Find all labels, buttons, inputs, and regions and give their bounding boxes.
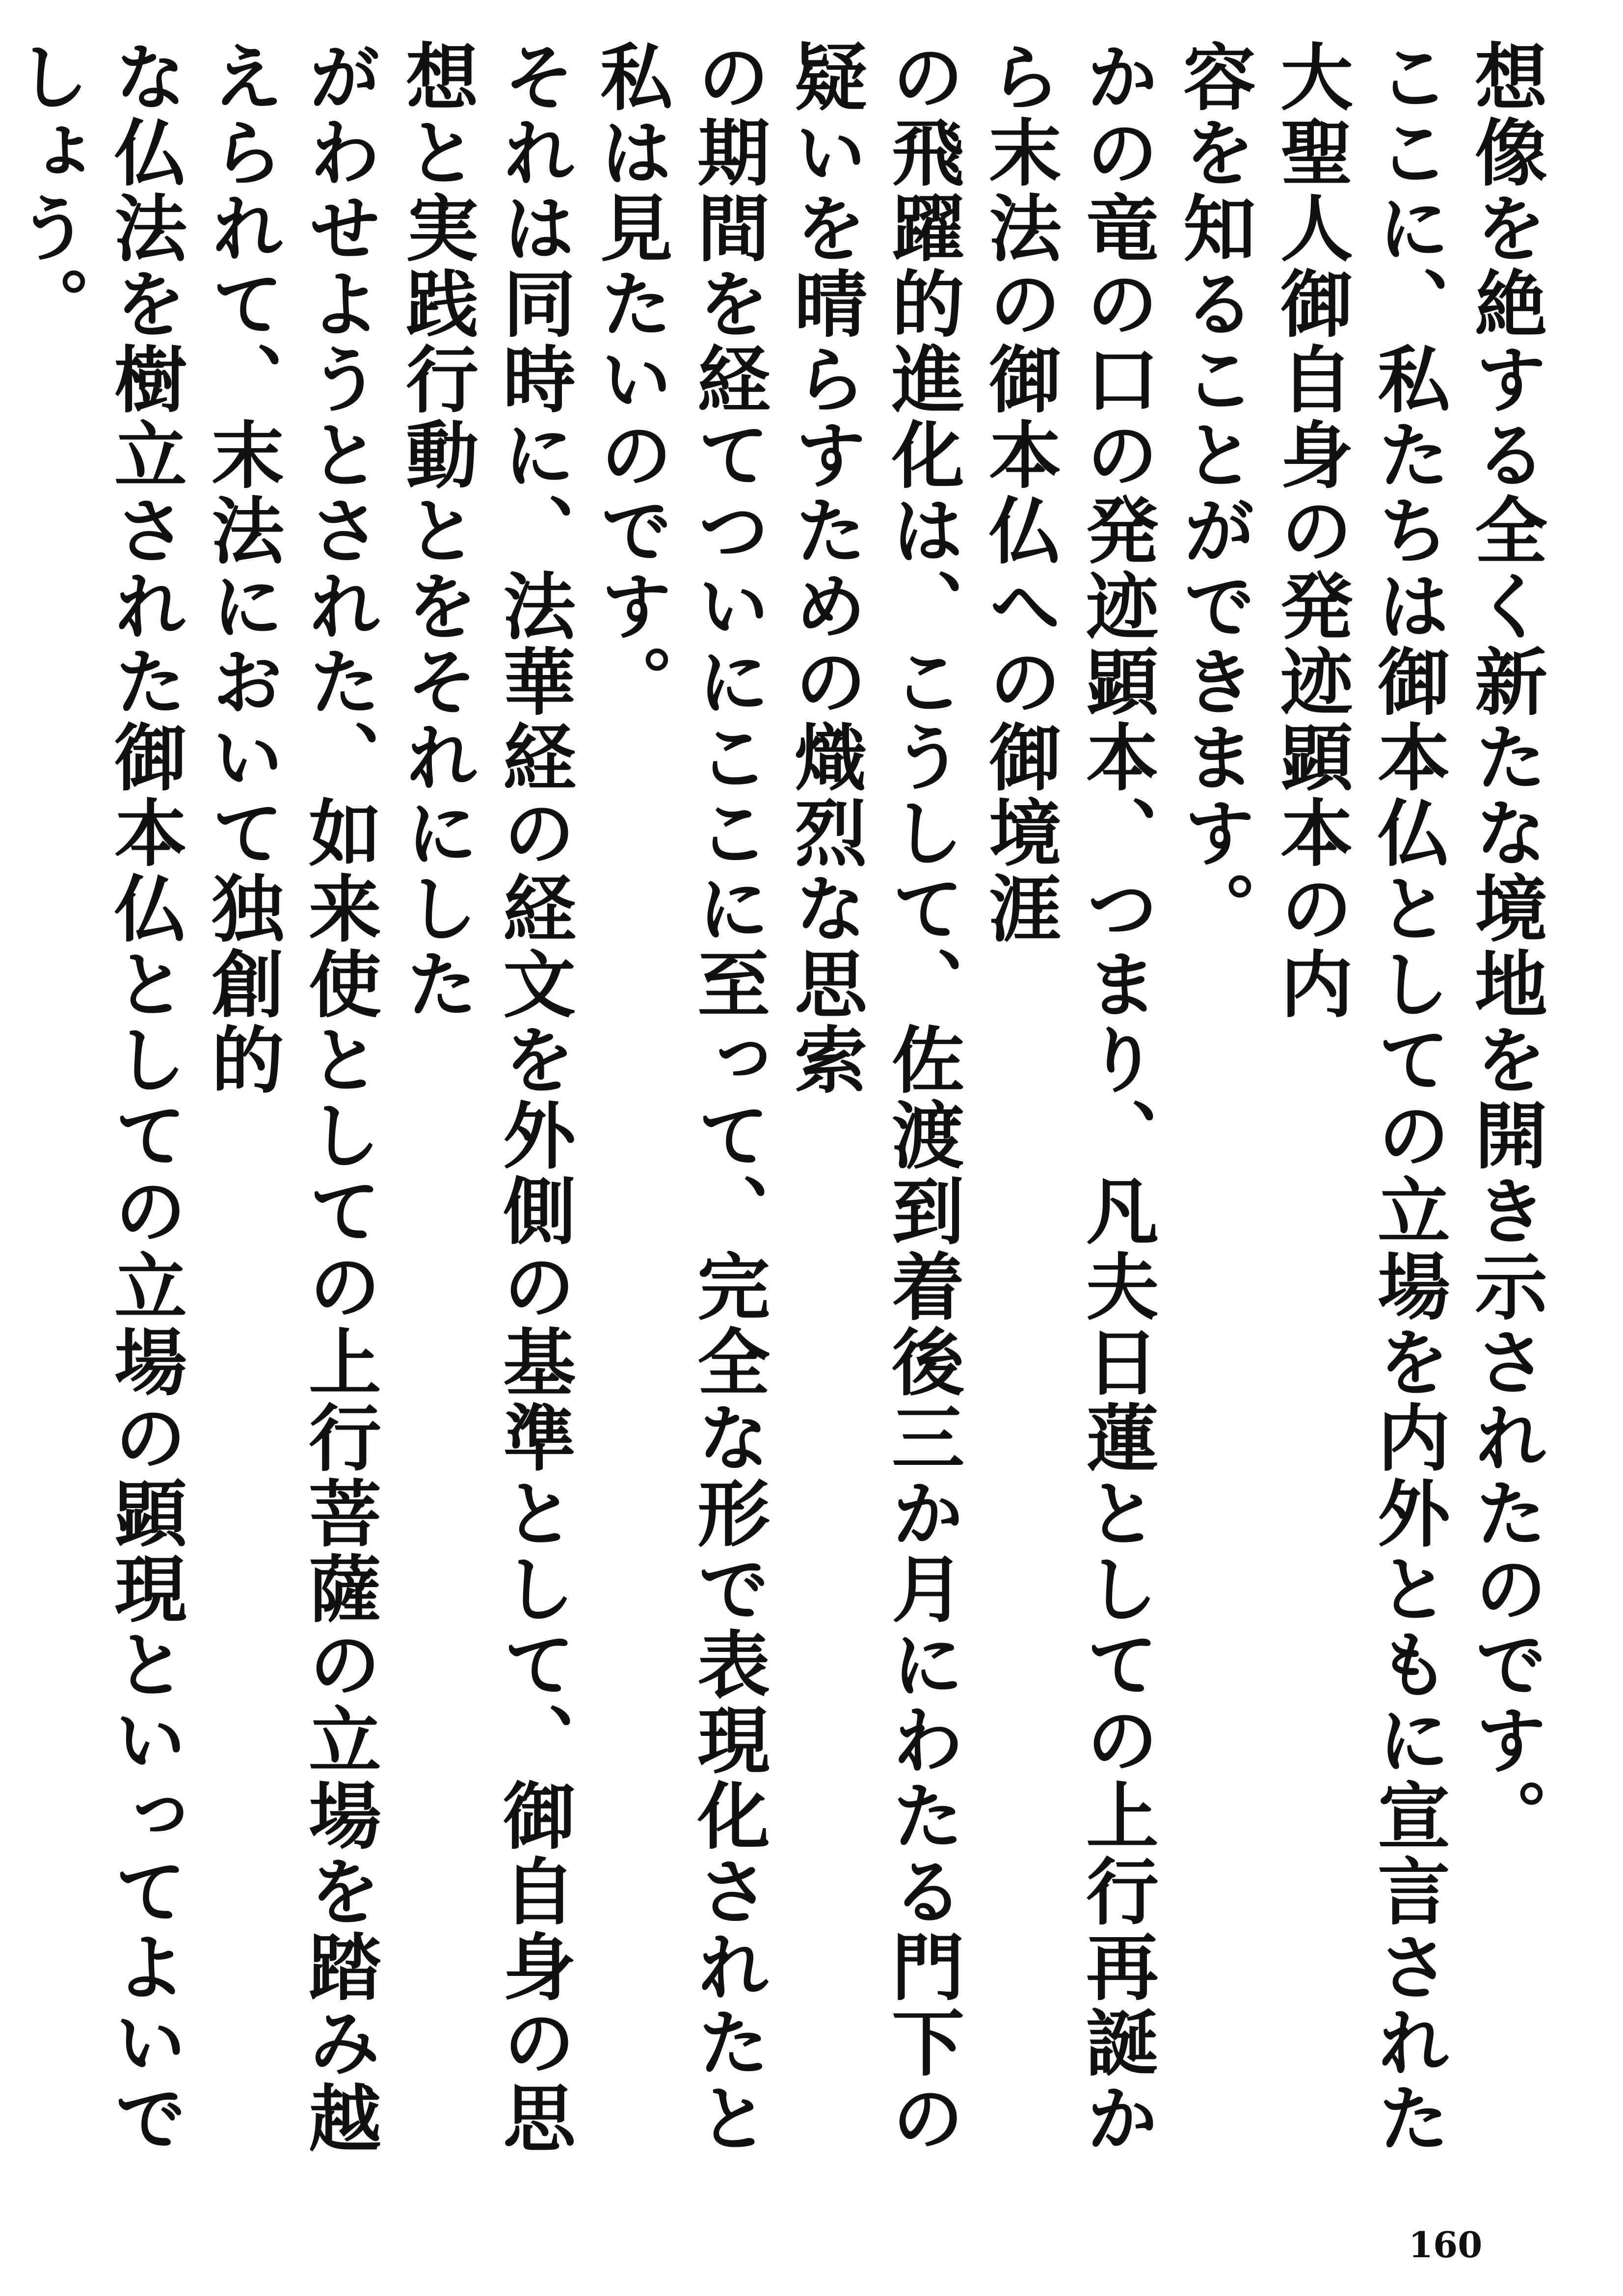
text-line: 容を知ることができます。 [1171, 39, 1257, 946]
text-line: の飛躍的進化は、こうして、佐渡到着後三か月にわたる門下の疑いを晴らすための熾烈な思索 [783, 39, 965, 2156]
text-line: の期間を経てついにここに至って、完全な形で表現化されたと私は見たいのです。 [588, 39, 771, 2156]
page-number: 160 [1409, 2224, 1483, 2266]
text-line: がわせようとされた、如来使としての上行菩薩の立場を踏み越えられて、末法において独創的 [200, 39, 382, 2156]
text-line: ここに、私たちは御本仏としての立場を内外ともに宣言された大聖人御自身の発迹顕本の内 [1269, 39, 1451, 2156]
text-line: 想像を絶する全く新たな境地を開き示されたのです。 [1463, 39, 1548, 1854]
text-line: な仏法を樹立された御本仏としての立場の顕現といってよいでしょう。 [5, 39, 188, 2156]
text-line: それは同時に、法華経の経文を外側の基準として、御自身の思想と実践行動とをそれにした [394, 39, 577, 2156]
vertical-text-body [5, 39, 1554, 2175]
text-line: かの竜の口の発迹顕本、つまり、凡夫日蓮としての上行再誕から末法の御本仏への御境涯 [977, 39, 1160, 2156]
